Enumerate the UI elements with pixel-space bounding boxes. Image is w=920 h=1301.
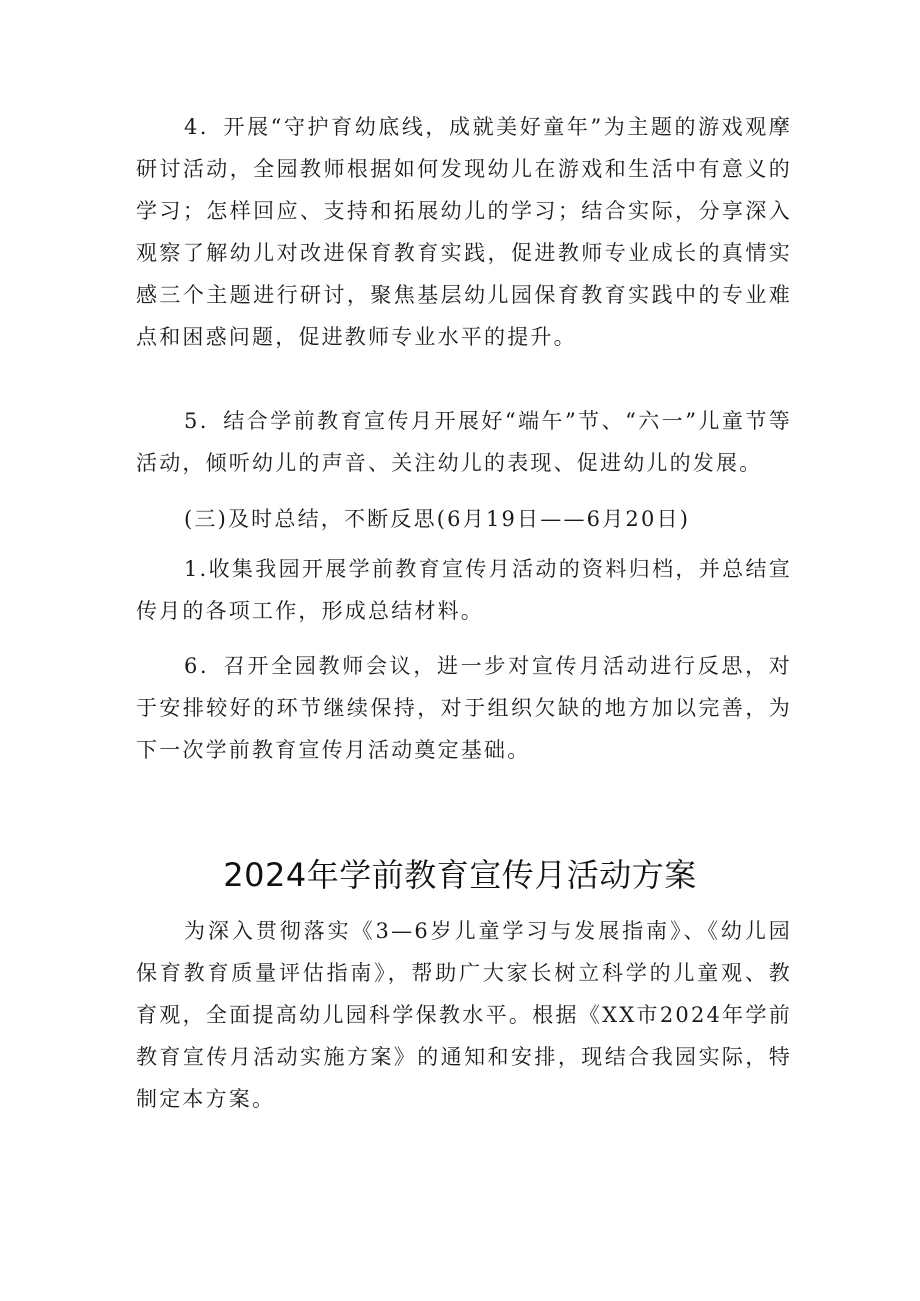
document-title: 2024年学前教育宣传月活动方案 xyxy=(223,856,697,894)
paragraph-stage-3-item-1: 1.收集我园开展学前教育宣传月活动的资料归档，并总结宣传月的各项工作，形成总结材料。 xyxy=(136,557,792,623)
paragraph-intro: 为深入贯彻落实《3—6岁儿童学习与发展指南》、《幼儿园保育教育质量评估指南》，帮助广大家长树立科学的儿童观、教育观，全面提高幼儿园科学保教水平。根据《XX市2024年学前教育宣传月活动实施方案》的通知和安排，现结合我园实际，特制定本方案。 xyxy=(136,919,792,1111)
section-heading-stage-3: (三)及时总结，不断反思(6月19日——6月20日) xyxy=(184,507,691,531)
paragraph-item-5: 5．结合学前教育宣传月开展好“端午”节、“六一”儿童节等活动，倾听幼儿的声音、关注幼儿的表现、促进幼儿的发展。 xyxy=(136,409,792,475)
paragraph-stage-3-item-6: 6．召开全园教师会议，进一步对宣传月活动进行反思，对于安排较好的环节继续保持，对于组织欠缺的地方加以完善，为下一次学前教育宣传月活动奠定基础。 xyxy=(136,654,792,762)
paragraph-item-4: 4．开展“守护育幼底线，成就美好童年”为主题的游戏观摩研讨活动，全园教师根据如何发现幼儿在游戏和生活中有意义的学习；怎样回应、支持和拓展幼儿的学习；结合实际，分享深入观察了解幼儿对改进保育教育实践，促进教师专业成长的真情实感三个主题进行研讨，聚焦基层幼儿园保育教育实践中的专业难点和困惑问题，促进教师专业水平的提升。 xyxy=(136,115,792,349)
